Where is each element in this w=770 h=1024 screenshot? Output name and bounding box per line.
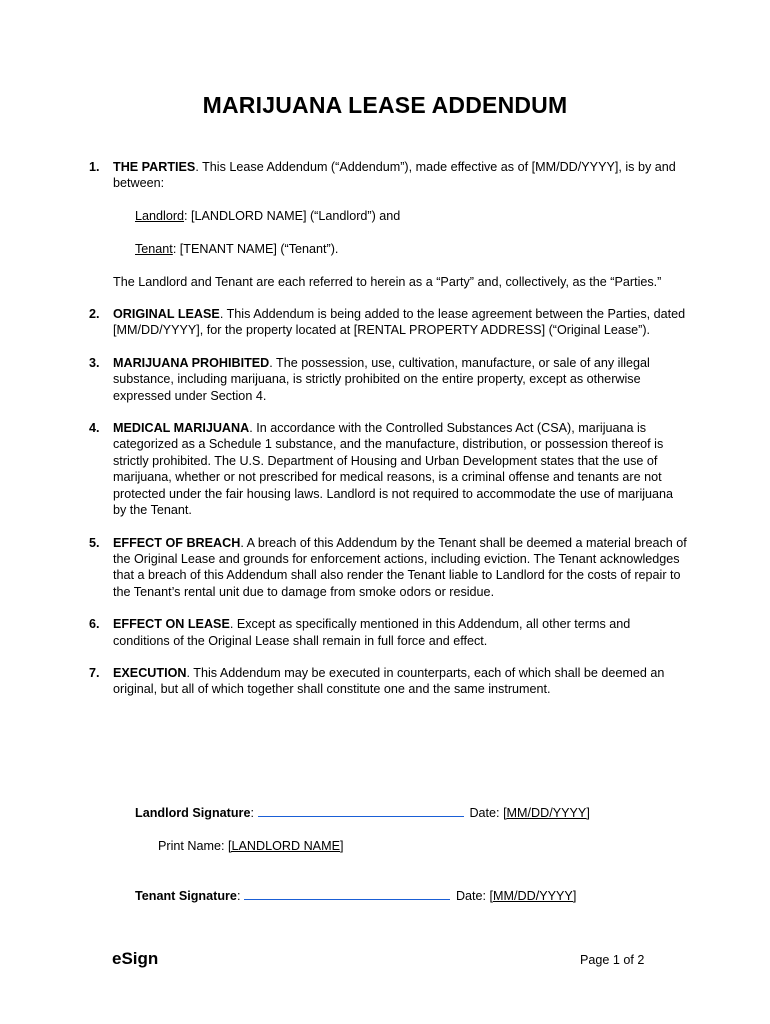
print-name-row — [158, 839, 343, 853]
section-number: 1. — [89, 160, 100, 174]
tenant-date-field[interactable]: [MM/DD/YYYY] — [489, 889, 577, 903]
addendum-sections — [89, 159, 689, 714]
section-text: . In accordance with the Controlled Substances Act (CSA), marijuana is categorized as a Schedule 1 substance, and the manufacture, distribution, or possession thereof is strictly prohibited. The U.S. Department of Housing and Urban Development states that the use of marijuana, whether or not prescribed for medical reasons, is a criminal offense and tenants are not protected under the fair housing laws. Landlord is not required to accommodate the use of marijuana by the Tenant. — [113, 421, 674, 518]
section-number: 7. — [89, 665, 100, 680]
section-heading: EFFECT ON LEASE — [113, 617, 230, 632]
parties-closing: The Landlord and Tenant are each referred to herein as a “Party” and, collectively, as the “Parties.” — [113, 274, 662, 289]
date-label: Date: — [455, 889, 487, 903]
landlord-label: Landlord — [135, 208, 185, 223]
esign-logo: eSign — [112, 949, 159, 968]
page-number: Page 1 of 2 — [580, 953, 645, 967]
page-title: MARIJUANA LEASE ADDENDUM — [202, 92, 568, 118]
section-parties — [89, 159, 689, 290]
landlord-signature-row — [135, 805, 590, 820]
section-heading: THE PARTIES — [113, 160, 196, 174]
tenant-signature-label: Tenant Signature — [135, 889, 237, 903]
section-text: . This Addendum may be executed in counterparts, each of which shall be deemed an original, but all of which together shall constitute one and the same instrument. — [113, 665, 665, 697]
section-number: 3. — [89, 355, 100, 370]
colon: : — [250, 806, 254, 820]
section-text: . The possession, use, cultivation, manufacture, or sale of any illegal substance, including marijuana, is strictly prohibited on the entire property, except as otherwise expressed under Section 4. — [113, 355, 650, 403]
landlord-signature-field[interactable] — [258, 805, 464, 817]
section-medical-marijuana — [89, 420, 689, 518]
section-text: . This Addendum is being added to the lease agreement between the Parties, dated [MM/DD/YYYY], for the property located at [RENTAL PROPERTY ADDRESS] (“Original Lease”). — [113, 307, 686, 338]
landlord-text: : [LANDLORD NAME] (“Landlord”) and — [184, 208, 401, 223]
section-heading: MARIJUANA PROHIBITED — [113, 355, 270, 370]
section-marijuana-prohibited — [89, 355, 689, 404]
landlord-date-field[interactable]: [MM/DD/YYYY] — [503, 806, 590, 820]
section-text: . A breach of this Addendum by the Tenant shall be deemed a material breach of the Original Lease and grounds for enforcement actions, including eviction. The Tenant acknowledges that a breach of this Addendum shall also render the Tenant liable to Landlord for the costs of repair to the Tenant’s rental unit due to damage from smoke odors or residue. — [113, 535, 687, 599]
section-number: 2. — [89, 307, 100, 322]
print-name-label: Print Name: — [158, 839, 225, 853]
section-heading: EXECUTION — [113, 665, 187, 680]
section-text: . Except as specifically mentioned in this Addendum, all other terms and conditions of the Original Lease shall remain in full force and effect. — [113, 617, 631, 648]
tenant-signature-row — [135, 888, 576, 903]
section-heading: MEDICAL MARIJUANA — [113, 421, 250, 436]
section-heading: EFFECT OF BREACH — [113, 535, 241, 550]
colon: : — [236, 889, 241, 903]
tenant-signature-field[interactable] — [244, 888, 450, 900]
date-label: Date: — [469, 806, 500, 820]
landlord-signature-label: Landlord Signature — [135, 806, 251, 820]
landlord-name-field[interactable]: [LANDLORD NAME] — [228, 839, 344, 853]
section-effect-on-lease — [89, 616, 689, 649]
section-number: 5. — [89, 535, 100, 550]
section-effect-of-breach — [89, 535, 689, 601]
tenant-label: Tenant — [135, 242, 173, 257]
section-execution — [89, 665, 689, 698]
section-number: 6. — [89, 617, 100, 632]
section-original-lease — [89, 306, 689, 339]
section-text: . This Lease Addendum (“Addendum”), made effective as of [MM/DD/YYYY], is by and between: — [113, 160, 676, 191]
section-heading: ORIGINAL LEASE — [113, 307, 220, 322]
section-number: 4. — [89, 421, 100, 436]
tenant-text: : [TENANT NAME] (“Tenant”). — [172, 242, 339, 257]
